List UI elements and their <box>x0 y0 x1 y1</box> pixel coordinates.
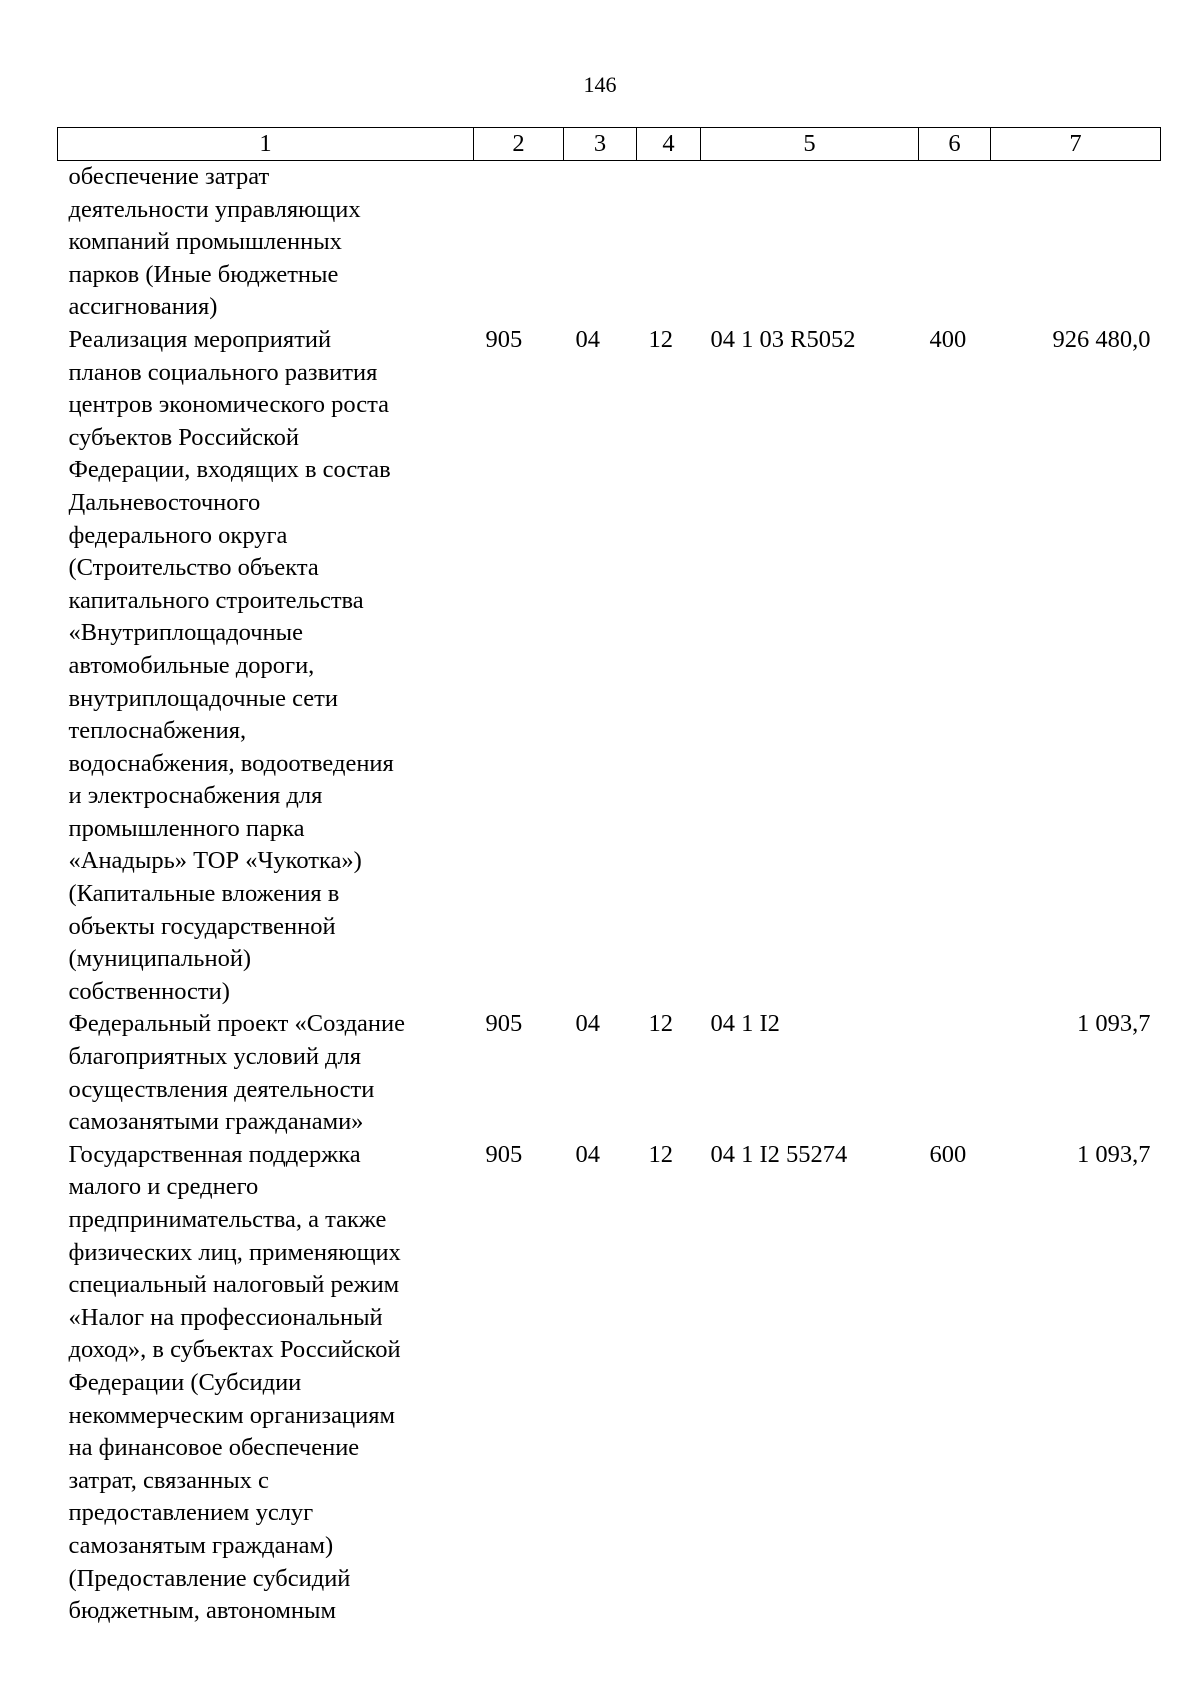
description-line: осуществления деятельности <box>68 1075 375 1103</box>
description-line: специальный налоговый режим <box>68 1271 400 1299</box>
description-line: некоммерческим организациям <box>68 1401 395 1429</box>
budget-table <box>57 127 1161 1628</box>
description-line: Федерации, входящих в состав <box>68 456 391 484</box>
row-description <box>58 1008 474 1138</box>
section-code: 04 <box>575 1010 600 1038</box>
target-article-code: 04 1 03 R5052 <box>710 325 856 353</box>
description-line: автомобильные дороги, <box>68 651 315 679</box>
description-line: затрат, связанных с <box>68 1466 269 1494</box>
expense-type-code <box>919 161 991 324</box>
subsection-code <box>637 161 701 324</box>
description-line: предпринимательства, а также <box>68 1206 387 1233</box>
row-description <box>58 1139 474 1628</box>
amount: 926 480,0 <box>1052 325 1151 353</box>
description-line: самозанятыми гражданами» <box>68 1108 364 1136</box>
description-line: промышленного парка <box>68 814 305 842</box>
description-line: благоприятных условий для <box>68 1043 362 1071</box>
target-article-code: 04 1 I2 55274 <box>710 1140 848 1168</box>
description-line: капитального строительства <box>68 586 364 614</box>
row-description <box>58 161 474 324</box>
description-line: (Капитальные вложения в <box>68 880 340 908</box>
description-line: обеспечение затрат <box>68 163 270 190</box>
subsection-code: 12 <box>648 1140 673 1168</box>
description-line: водоснабжения, водоотведения <box>68 749 394 777</box>
expense-type-code: 600 <box>929 1140 967 1168</box>
description-line: «Внутриплощадочные <box>68 619 303 647</box>
expense-type-code: 400 <box>929 325 967 353</box>
subsection-code: 12 <box>648 1010 673 1038</box>
description-line: физических лиц, применяющих <box>68 1238 401 1266</box>
description-line: и электроснабжения для <box>68 782 323 810</box>
column-header: 6 <box>919 128 991 161</box>
description-line: внутриплощадочные сети <box>68 684 338 712</box>
section-code: 04 <box>575 325 600 353</box>
section-code: 04 <box>575 1140 600 1168</box>
description-line: предоставлением услуг <box>68 1499 314 1527</box>
table-body <box>58 161 1161 1628</box>
header-row <box>58 128 1161 161</box>
column-header: 4 <box>637 128 701 161</box>
target-article-code <box>701 161 919 324</box>
ministry-code: 905 <box>485 325 523 353</box>
target-article-code: 04 1 I2 <box>710 1010 780 1038</box>
column-header: 1 <box>58 128 474 161</box>
column-header: 5 <box>701 128 919 161</box>
table-row <box>58 161 1161 324</box>
amount: 1 093,7 <box>1077 1010 1151 1038</box>
expense-type-code <box>919 1008 991 1138</box>
amount: 1 093,7 <box>1077 1140 1151 1168</box>
description-line: планов социального развития <box>68 358 378 386</box>
description-line: «Анадырь» ТОР «Чукотка») <box>68 847 362 875</box>
section-code <box>564 161 637 324</box>
description-line: бюджетным, автономным <box>68 1597 336 1625</box>
table-row <box>58 1008 1161 1138</box>
column-header: 3 <box>564 128 637 161</box>
description-line: «Налог на профессиональный <box>68 1303 383 1331</box>
table-row <box>58 1139 1161 1628</box>
description-line: Государственная поддержка <box>68 1140 361 1168</box>
ministry-code <box>474 161 564 324</box>
description-line: ассигнования) <box>68 293 218 321</box>
description-line: Федеральный проект «Создание <box>68 1010 406 1038</box>
amount <box>991 161 1161 324</box>
description-line: (муниципальной) <box>68 945 252 973</box>
description-line: деятельности управляющих <box>68 195 361 223</box>
description-line: субъектов Российской <box>68 423 300 451</box>
subsection-code: 12 <box>648 325 673 353</box>
description-line: объекты государственной <box>68 912 336 940</box>
table-row <box>58 324 1161 1008</box>
ministry-code: 905 <box>485 1010 523 1038</box>
description-line: на финансовое обеспечение <box>68 1434 360 1462</box>
description-line: (Строительство объекта <box>68 554 319 582</box>
description-line: Реализация мероприятий <box>68 325 332 353</box>
description-line: Дальневосточного <box>68 488 261 516</box>
page-number: 146 <box>583 72 617 97</box>
column-header: 7 <box>991 128 1161 161</box>
description-line: доход», в субъектах Российской <box>68 1336 401 1364</box>
description-line: собственности) <box>68 977 230 1005</box>
ministry-code: 905 <box>485 1140 523 1168</box>
description-line: компаний промышленных <box>68 228 342 256</box>
description-line: малого и среднего <box>68 1173 259 1201</box>
description-line: центров экономического роста <box>68 391 389 419</box>
description-line: парков (Иные бюджетные <box>68 260 339 288</box>
description-line: теплоснабжения, <box>68 717 247 745</box>
description-line: федерального округа <box>68 521 288 549</box>
column-header: 2 <box>474 128 564 161</box>
row-description <box>58 324 474 1008</box>
description-line: самозанятым гражданам) <box>68 1531 334 1559</box>
description-line: (Предоставление субсидий <box>68 1564 351 1592</box>
description-line: Федерации (Субсидии <box>68 1368 302 1396</box>
